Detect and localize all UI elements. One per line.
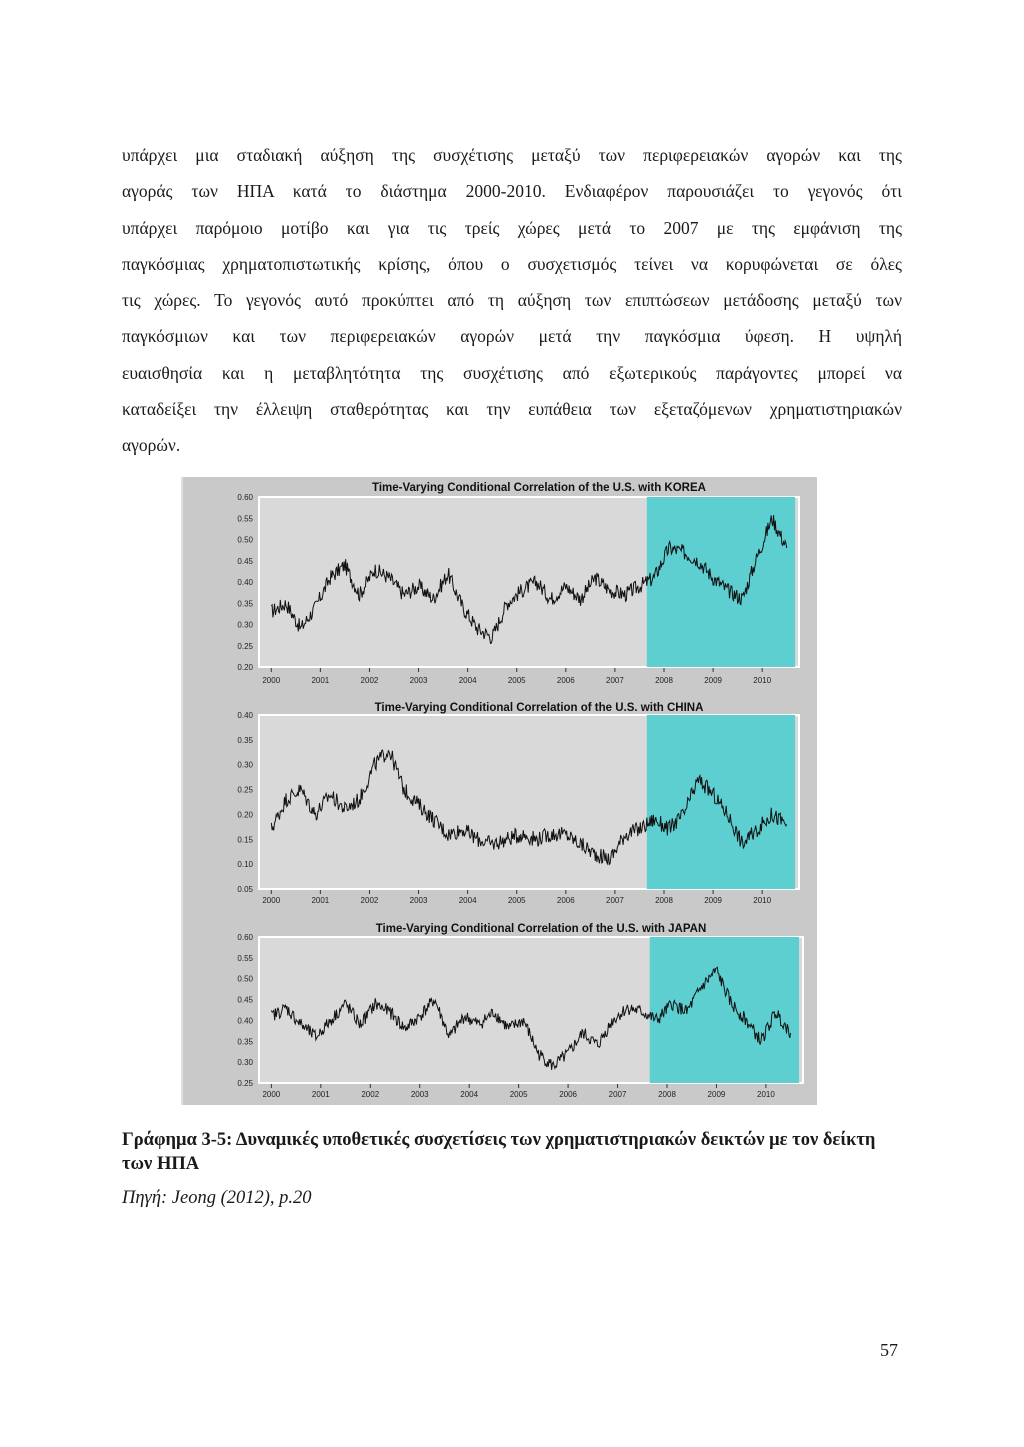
y-tick-label: 0.25: [237, 785, 253, 795]
x-tick-label: 2008: [655, 896, 673, 905]
x-tick-label: 2009: [707, 1090, 726, 1099]
x-tick-label: 2009: [704, 676, 722, 685]
x-tick-label: 2010: [753, 896, 772, 905]
x-tick-label: 2008: [655, 676, 673, 685]
x-tick-label: 2005: [509, 1090, 528, 1099]
y-tick-label: 0.60: [237, 493, 253, 502]
y-tick-label: 0.40: [237, 578, 253, 587]
x-tick-label: 2010: [757, 1090, 775, 1099]
body-line: ευαισθησία και η μεταβλητότητα της συσχέτισης από εξωτερικούς παράγοντες μπορεί να: [122, 362, 902, 383]
y-tick-label: 0.50: [237, 974, 253, 984]
x-tick-label: 2007: [606, 676, 624, 685]
figure-caption: Γράφημα 3-5: Δυναμικές υποθετικές συσχετίσεις των χρηματιστηριακών δεικτών με τον δείκτη των ΗΠΑ: [122, 1130, 876, 1174]
correlation-charts-svg: [183, 477, 817, 1105]
x-tick-label: 2005: [507, 896, 526, 905]
body-paragraph: [122, 137, 902, 464]
page-number: 57: [880, 1340, 898, 1360]
y-tick-label: 0.30: [237, 620, 253, 630]
x-tick-label: 2000: [262, 676, 281, 685]
body-line: υπάρχει παρόμοιο μοτίβο και για τις τρείς χώρες μετά το 2007 με της εμφάνιση της: [122, 217, 902, 238]
y-tick-label: 0.35: [237, 1037, 253, 1047]
chart-title: Time-Varying Conditional Correlation of the U.S. with KOREA: [372, 482, 706, 494]
body-line: παγκόσμιας χρηματοπιστωτικής κρίσης, όπου ο συσχετισμός τείνει να κορυφώνεται σε όλες: [122, 253, 902, 274]
x-tick-label: 2003: [410, 1090, 429, 1099]
y-tick-label: 0.10: [237, 860, 253, 870]
y-tick-label: 0.45: [237, 556, 253, 566]
y-tick-label: 0.55: [237, 953, 253, 963]
y-tick-label: 0.45: [237, 995, 253, 1005]
y-tick-label: 0.30: [237, 1058, 253, 1068]
x-tick-label: 2001: [311, 676, 330, 685]
x-tick-label: 2009: [704, 896, 722, 905]
y-tick-label: 0.20: [237, 663, 253, 672]
chart-title: Time-Varying Conditional Correlation of the U.S. with JAPAN: [375, 923, 707, 935]
x-tick-label: 2004: [460, 1090, 479, 1099]
x-tick-label: 2000: [262, 896, 281, 905]
y-tick-label: 0.30: [237, 760, 253, 770]
x-tick-label: 2003: [409, 676, 428, 685]
y-tick-label: 0.25: [237, 1079, 253, 1088]
y-tick-label: 0.35: [237, 599, 253, 609]
x-tick-label: 2004: [458, 676, 477, 685]
body-line: τις χώρες. Το γεγονός αυτό προκύπτει από τη αύξηση των επιπτώσεων μετάδοσης μεταξύ των: [122, 290, 902, 311]
y-tick-label: 0.35: [237, 735, 253, 745]
x-tick-label: 2007: [606, 896, 624, 905]
body-line: καταδείξει την έλλειψη σταθερότητας και την ευπάθεια των εξεταζόμενων χρηματιστηριακών: [122, 399, 902, 420]
x-tick-label: 2007: [608, 1090, 627, 1099]
y-tick-label: 0.40: [237, 1016, 253, 1026]
y-tick-label: 0.05: [237, 885, 253, 894]
x-tick-label: 2006: [556, 676, 575, 685]
x-tick-label: 2006: [556, 896, 575, 905]
figure-source: Πηγή: Jeong (2012), p.20: [122, 1188, 312, 1208]
body-line: παγκόσμιων και των περιφερειακών αγορών μετά την παγκόσμια ύφεση. Η υψηλή: [122, 326, 902, 347]
x-tick-label: 2002: [360, 676, 379, 685]
body-line: υπάρχει μια σταδιακή αύξηση της συσχέτισης μεταξύ των περιφερειακών αγορών και της: [122, 145, 902, 165]
x-tick-label: 2001: [311, 896, 330, 905]
y-tick-label: 0.50: [237, 535, 253, 545]
x-tick-label: 2004: [458, 896, 477, 905]
y-tick-label: 0.15: [237, 835, 253, 845]
x-tick-label: 2001: [311, 1090, 330, 1099]
body-line: αγοράς των ΗΠΑ κατά το διάστημα 2000-2010. Ενδιαφέρον παρουσιάζει το γεγονός ότι: [122, 181, 902, 202]
x-tick-label: 2002: [360, 896, 379, 905]
y-tick-label: 0.25: [237, 641, 253, 651]
x-tick-label: 2000: [262, 1090, 281, 1099]
y-tick-label: 0.60: [237, 933, 253, 942]
y-tick-label: 0.40: [237, 711, 253, 720]
x-tick-label: 2002: [361, 1090, 380, 1099]
x-tick-label: 2006: [559, 1090, 577, 1099]
y-tick-label: 0.55: [237, 514, 253, 524]
x-tick-label: 2008: [658, 1090, 676, 1099]
chart-title: Time-Varying Conditional Correlation of the U.S. with CHINA: [374, 702, 704, 714]
x-tick-label: 2010: [753, 676, 772, 685]
figure-correlation-charts: [181, 477, 817, 1105]
body-line: αγορών.: [122, 435, 181, 456]
y-tick-label: 0.20: [237, 810, 253, 820]
x-tick-label: 2005: [507, 676, 526, 685]
x-tick-label: 2003: [409, 896, 428, 905]
